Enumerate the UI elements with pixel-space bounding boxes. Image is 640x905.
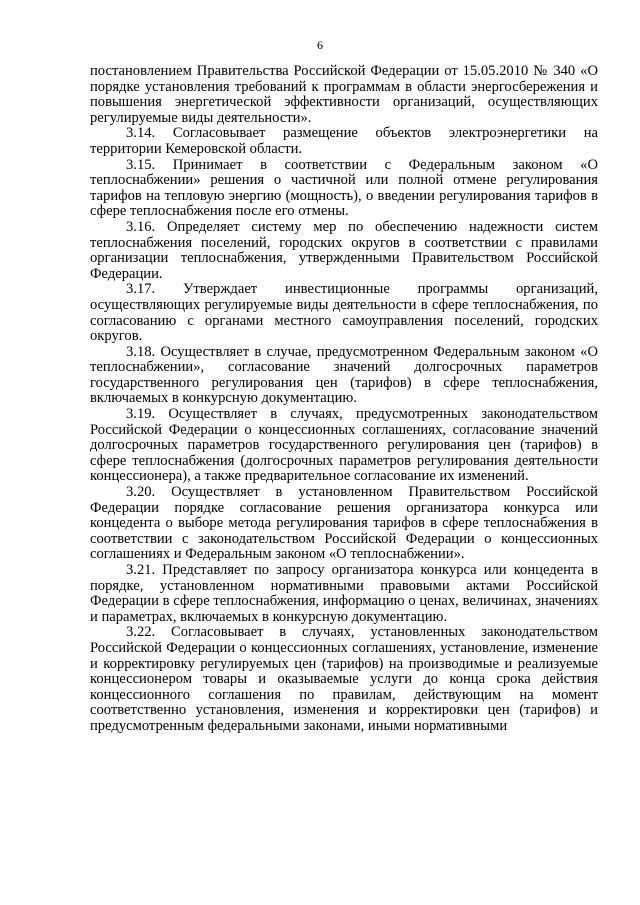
page-number: 6 (317, 38, 323, 52)
paragraph-3-17: 3.17. Утверждает инвестиционные программы организаций, осуществляющих регулируемые виды деятельности в сфере теплоснабжения, по согласованию с органами местного самоуправления поселений, городских округов. (90, 281, 598, 345)
paragraph-3-14: 3.14. Согласовывает размещение объектов электроэнергетики на территории Кемеровской области. (90, 125, 598, 157)
paragraph-3-18: 3.18. Осуществляет в случае, предусмотренном Федеральным законом «О теплоснабжении», согласование значений долгосрочных параметров государственного регулирования цен (тарифов) в сфере теплоснабжения, включаемых в конкурсную документацию. (90, 343, 598, 407)
paragraph-3-19: 3.19. Осуществляет в случаях, предусмотренных законодательством Российской Федерации о концессионных соглашениях, согласование значений долгосрочных параметров государственного регулирования цен (тарифов) в сфере теплоснабжения (долгосрочных параметров регулирования деятельности концессионера), а также предварительное согласование их изменений. (90, 406, 598, 485)
paragraph-3-20: 3.20. Осуществляет в установленном Правительством Российской Федерации порядке согласование решения организатора конкурса или концедента о выборе метода регулирования тарифов в сфере теплоснабжения в соответствии с законодательством Российской Федерации о концессионных соглашениях и Федеральным законом «О теплоснабжении». (90, 484, 598, 563)
paragraph-3-21: 3.21. Представляет по запросу организатора конкурса или концедента в порядке, установленном нормативными правовыми актами Российской Федерации в сфере теплоснабжения, информацию о ценах, величинах, значениях и параметрах, включаемых в конкурсную документацию. (90, 562, 598, 625)
paragraph-continuation: постановлением Правительства Российской Федерации от 15.05.2010 № 340 «О порядке установления требований к программам в области энергосбережения и повышения энергетической эффективности организаций, осуществляющих регулируемые виды деятельности». (90, 63, 598, 126)
paragraph-3-16: 3.16. Определяет систему мер по обеспечению надежности систем теплоснабжения поселений, городских округов в соответствии с правилами организации теплоснабжения, утвержденными Правительством Российской Федерации. (90, 218, 598, 282)
paragraph-3-15: 3.15. Принимает в соответствии с Федеральным законом «О теплоснабжении» решения о частичной или полной отмене регулирования тарифов на тепловую энергию (мощность), о введении регулирования тарифов в сфере теплоснабжения после его отмены. (90, 156, 598, 220)
paragraph-3-22: 3.22. Согласовывает в случаях, установленных законодательством Российской Федерации о концессионных соглашениях, установление, изменение и корректировку регулируемых цен (тарифов) на производимые и реализуемые концессионером товары и оказываемые услуги до конца срока действия концессионного соглашения по правилам, действующим на момент соответственно установления, изменения и корректировки цен (тарифов) и предусмотренным федеральными законами, иными нормативными (90, 624, 598, 734)
document-body (90, 64, 598, 735)
